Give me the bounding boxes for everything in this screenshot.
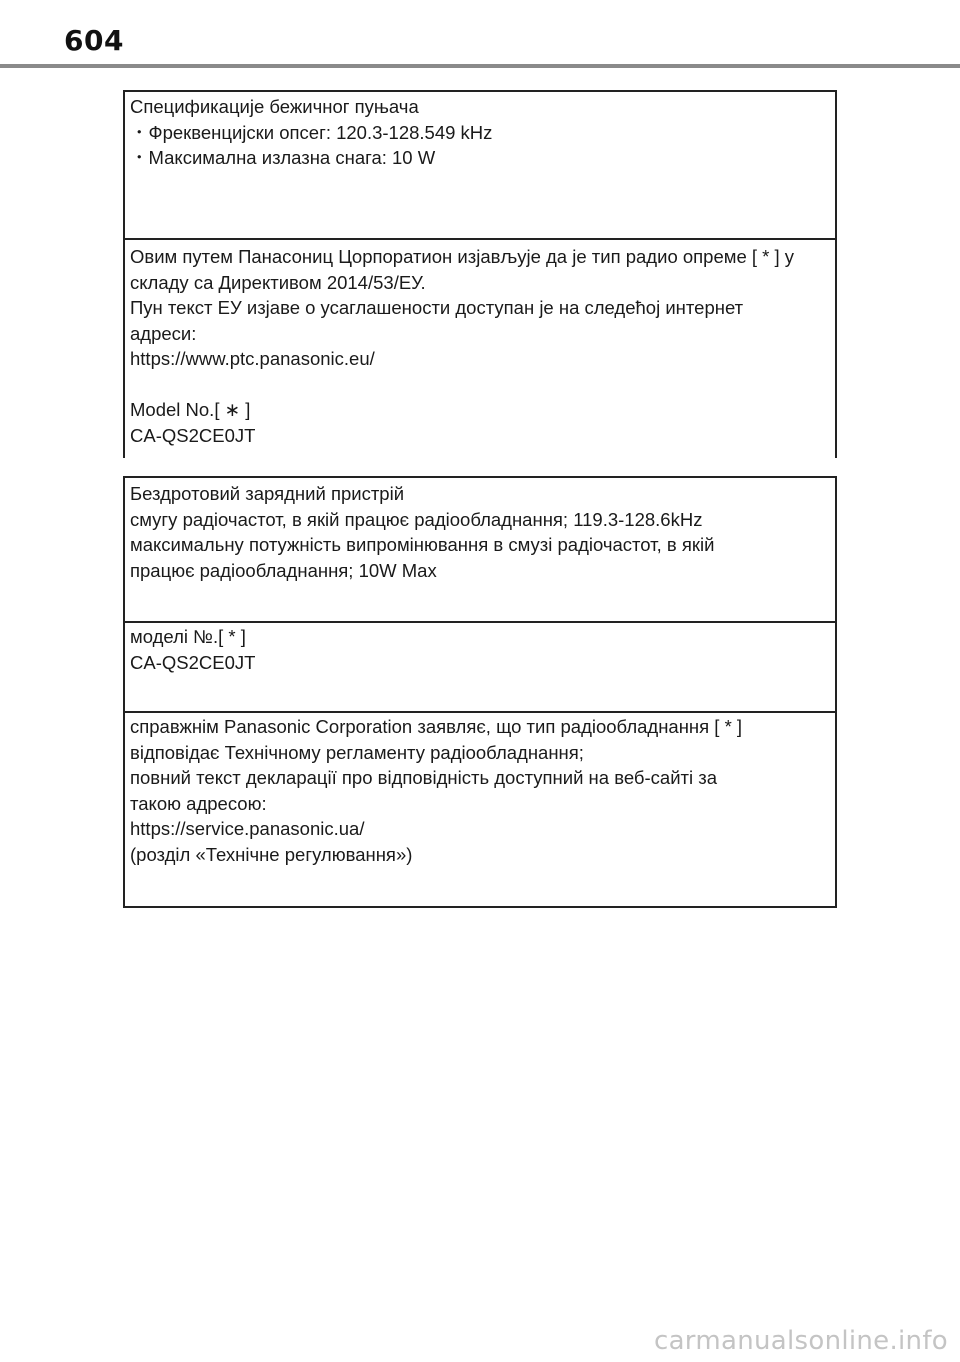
serbian-decl-line: Пун текст ЕУ изјаве о усаглашености доступан је на следећој интернет [130,297,744,318]
ukrainian-model-cell [125,621,835,711]
ukrainian-model-label: моделі №.[ * ] [130,626,246,647]
ukrainian-decl-url: https://service.panasonic.ua/ [130,818,365,839]
header-divider [0,64,960,68]
ukrainian-spec-line: смугу радіочастот, в якій працює радіообладнання; 119.3-128.6kHz [130,508,703,530]
watermark: carmanualsonline.info [653,1326,948,1356]
serbian-spec-cell [125,92,835,238]
serbian-declaration-cell [125,238,835,460]
serbian-decl-url: https://www.ptc.panasonic.eu/ [130,348,375,369]
serbian-model-label: Model No.[ ∗ ] [130,399,251,420]
ukrainian-spec-line: максимальну потужність випромінювання в смузі радіочастот, в якій [130,534,715,555]
serbian-spec-frequency: ・Фреквенцијски опсег: 120.3-128.549 kHz [130,121,493,143]
ukrainian-spec-line: працює радіообладнання; 10W Max [130,559,437,581]
ukrainian-decl-line: повний текст декларації про відповідність доступний на веб-сайті за [130,767,718,788]
serbian-spec-power: ・Максимална излазна снага: 10 W [130,147,436,168]
serbian-spec-title: Спецификације бежичног пуњача [130,96,419,117]
serbian-compliance-box [123,90,837,458]
ukrainian-decl-line: такою адресою: [130,792,267,814]
serbian-decl-line: Овим путем Панасониц Цорпоратион изјављује да је тип радио опреме [ * ] у [130,246,795,267]
ukrainian-compliance-box [123,476,837,908]
spacer [130,372,829,398]
ukrainian-decl-line: справжнім Panasonic Corporation заявляє, що тип радіообладнання [ * ] [130,716,743,737]
ukrainian-spec-title: Бездротовий зарядний пристрій [130,483,405,504]
page-number: 604 [64,24,124,57]
ukrainian-decl-section: (розділ «Технічне регулювання») [130,843,413,865]
ukrainian-spec-cell [125,478,835,621]
ukrainian-decl-line: відповідає Технічному регламенту радіообладнання; [130,741,584,763]
serbian-model-number: CA-QS2CE0JT [130,424,256,446]
ukrainian-model-number: CA-QS2CE0JT [130,651,256,673]
serbian-decl-line: адреси: [130,322,197,344]
ukrainian-declaration-cell [125,711,835,906]
serbian-decl-line: складу са Директивом 2014/53/ЕУ. [130,271,426,293]
